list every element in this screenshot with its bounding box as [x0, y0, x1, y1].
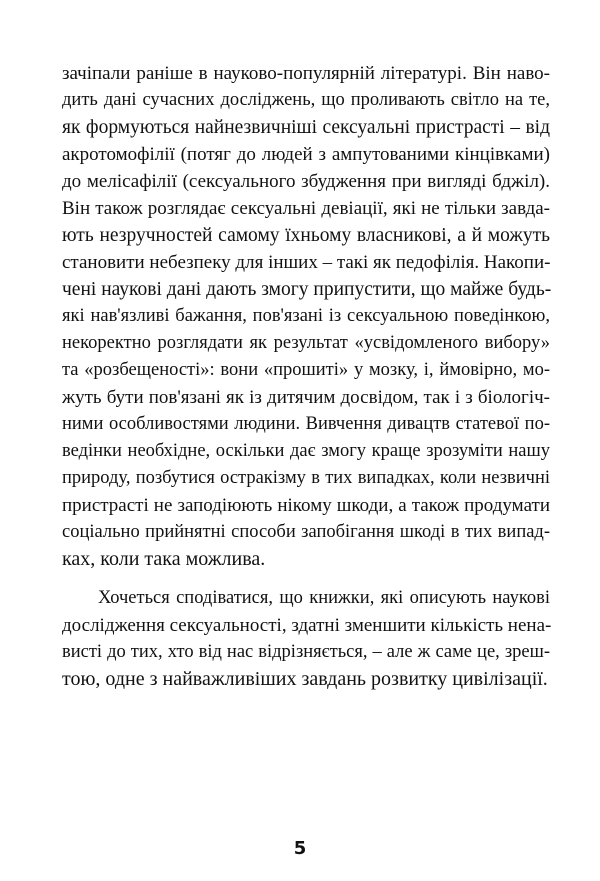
text-line: пристрасті не заподіюють нікому шкоди, а також продумати	[62, 495, 550, 516]
text-line: тою, одне з найважливіших завдань розвитку цивілізації.	[62, 668, 548, 690]
text-line: ними особливостями людини. Вивчення дивацтв статевої по-	[62, 414, 550, 434]
text-line: ведінки необхідне, оскільки дає змогу краще зрозуміти нашу	[62, 441, 550, 461]
text-line: як формуються найнезвичніші сексуальні пристрасті – від	[62, 117, 550, 138]
text-line: до мелісафілії (сексуального збудження при вигляді бджіл).	[62, 171, 550, 192]
text-line: висті до тих, хто від нас відрізняється, – але ж саме це, зреш-	[62, 642, 550, 662]
page-number: 5	[293, 838, 307, 859]
text-line: становити небезпеку для інших – такі як педофілія. Накопи-	[62, 252, 551, 273]
text-line: ють незручностей самому їхньому власникові, а й можуть	[62, 225, 550, 246]
paragraph-1	[62, 60, 550, 573]
text-line: які нав'язливі бажання, пов'язані із сексуальною поведінкою,	[62, 306, 550, 326]
text-line: дить дані сучасних досліджень, що проливають світло на те,	[62, 90, 550, 110]
page-body	[62, 60, 550, 693]
text-line: зачіпали раніше в науково-популярній літературі. Він наво-	[62, 63, 550, 84]
text-line: акротомофілії (потяг до людей з ампутованими кінцівками)	[62, 144, 550, 165]
text-line: та «розбещеності»: вони «прошиті» у мозку, і, ймовірно, мо-	[62, 360, 550, 380]
paragraph-2	[62, 585, 550, 693]
text-line: Хочеться сподіватися, що книжки, які описують наукові	[98, 588, 550, 608]
text-line: ках, коли така можлива.	[62, 548, 266, 570]
text-line: соціально прийнятні способи запобігання шкоді в тих випад-	[62, 522, 550, 542]
text-line: чені наукові дані дають змогу припустити, що майже будь-	[62, 279, 552, 300]
text-line: Він також розглядає сексуальні девіації, які не тільки завда-	[62, 198, 550, 219]
text-line: природу, позбутися остракізму в тих випадках, коли незвичні	[62, 468, 550, 488]
text-line: дослідження сексуальності, здатні зменшити кількість нена-	[62, 615, 552, 636]
text-line: некоректно розглядати як результат «усвідомленого вибору»	[62, 333, 550, 353]
text-line: жуть бути пов'язані як із дитячим досвідом, так і з біологіч-	[62, 387, 550, 408]
